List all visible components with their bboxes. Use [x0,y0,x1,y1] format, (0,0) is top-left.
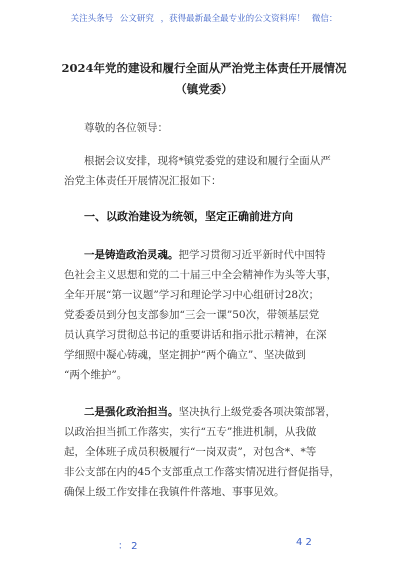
paragraph-line: 全年开展“第一议题”学习和理论学习中心组研讨28次； [64,289,320,301]
document-title: 2024年党的建设和履行全面从严治党主体责任开展情况 [61,61,347,75]
paragraph-line: 学细照中凝心铸魂，坚定拥护“两个确立”、坚决做到 [64,349,306,361]
paragraph-line: 以政治担当抓工作落实，实行“五专”推进机制，从我做 [64,426,317,438]
paragraph-line: 色社会主义思想和党的二十届三中全会精神作为头等大事， [64,269,337,281]
paragraph-line: 起，全体班子成员积极履行“一岗双责”，对包含*、*等 [64,446,317,458]
paragraph-line: 非公支部在内的45个支部重点工作落实情况进行督促指导， [64,466,340,478]
paragraph-line [84,248,326,262]
paragraph-lead: 一是铸造政治灵魂。 [84,249,179,261]
watermark-text: 微信： [311,14,338,24]
watermark-header [0,12,408,24]
paragraph-text: 坚决执行上级党委各项决策部署， [178,406,336,418]
intro-line: 根据会议安排，现将*镇党委党的建设和履行全面从严 [84,155,331,167]
salutation: 尊敬的各位领导： [84,122,168,134]
paragraph-lead: 二是强化政治担当。 [84,406,179,418]
document-subtitle: （镇党委） [175,82,233,96]
paragraph-line: “两个维护”。 [64,369,128,381]
watermark-text: 公文研究 [119,14,154,24]
paragraph-line: 确保上级工作安排在我镇件件落地、事事见效。 [64,486,285,498]
paragraph-line [84,405,336,419]
intro-line: 治党主体责任开展情况汇报如下： [64,175,222,187]
paragraph-line: 党委委员到分包支部参加“三会一课”50次，带领基层党 [64,309,320,321]
section-heading: 一、以政治建设为统领，坚定正确前进方向 [84,210,293,223]
paragraph-text: 把学习贯彻习近平新时代中国特 [178,249,326,261]
paragraph-line: 员认真学习贯彻总书记的重要讲话和指示批示精神，在深 [64,329,327,341]
watermark-text: 关注头条号 [70,14,114,24]
watermark-text: ，获得最新最全最专业的公文资料库！ [160,14,306,24]
footer-right: 4 2 [296,537,312,548]
footer-left: ： 2 [118,541,138,552]
